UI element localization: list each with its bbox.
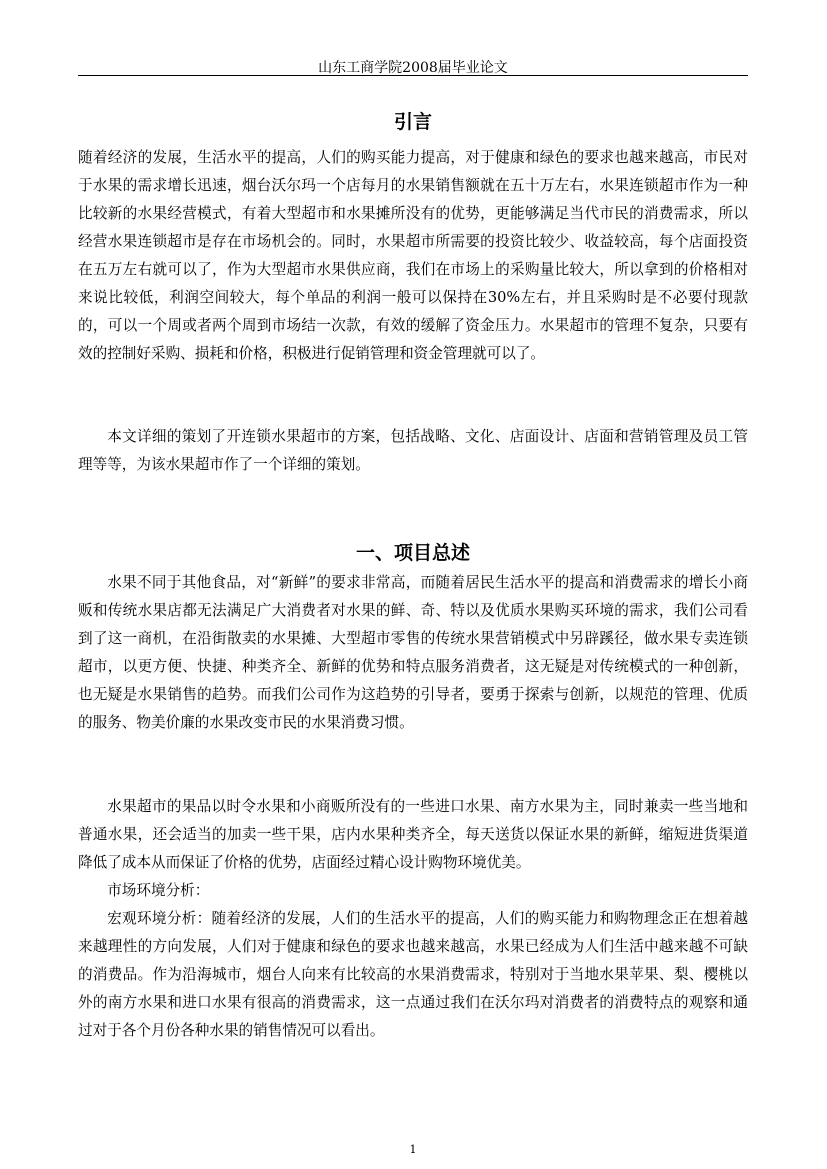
running-header: 山东工商学院2008届毕业论文 [318, 60, 508, 76]
intro-heading: 引言 [393, 111, 432, 133]
section-1-paragraph-2: 水果超市的果品以时令水果和小商贩所没有的一些进口水果、南方水果为主，同时兼卖一些当地和普通水果，还会适当的加卖一些干果，店内水果种类齐全，每天送货以保证水果的新鲜，缩短进货渠道降低了成本从而保证了价格的优势，店面经过精心设计购物环境优美。 [78, 798, 748, 871]
macro-analysis-paragraph: 宏观环境分析：随着经济的发展，人们的生活水平的提高，人们的购买能力和购物理念正在想着越来越理性的方向发展，人们对于健康和绿色的要求也越来越高，水果已经成为人们生活中越来越不可缺的消费品。作为沿海城市，烟台人向来有比较高的水果消费需求，特别对于当地水果苹果、梨、樱桃以外的南方水果和进口水果有很高的消费需求，这一点通过我们在沃尔玛对消费者的消费特点的观察和通过对于各个月份各种水果的销售情况可以看出。 [78, 910, 748, 1039]
section-1-heading: 一、项目总述 [355, 542, 470, 564]
intro-paragraph-2: 本文详细的策划了开连锁水果超市的方案，包括战略、文化、店面设计、店面和营销管理及员工管理等等，为该水果超市作了一个详细的策划。 [78, 428, 748, 473]
intro-paragraph-1: 随着经济的发展，生活水平的提高，人们的购买能力提高，对于健康和绿色的要求也越来越高，市民对于水果的需求增长迅速，烟台沃尔玛一个店每月的水果销售额就在五十万左右，水果连锁超市作为一种比较新的水果经营模式，有着大型超市和水果摊所没有的优势，更能够满足当代市民的消费需求，所以经营水果连锁超市是存在市场机会的。同时，水果超市所需要的投资比较少、收益较高，每个店面投资在五万左右就可以了，作为大型超市水果供应商，我们在市场上的采购量比较大，所以拿到的价格相对来说比较低，利润空间较大，每个单品的利润一般可以保持在30%左右，并且采购时是不必要付现款的，可以一个周或者两个周到市场结一次款，有效的缓解了资金压力。水果超市的管理不复杂，只要有效的控制好采购、损耗和价格，积极进行促销管理和资金管理就可以了。 [78, 149, 748, 362]
market-analysis-label: 市场环境分析： [107, 882, 210, 899]
section-1-paragraph-1: 水果不同于其他食品，对“新鲜”的要求非常高，而随着居民生活水平的提高和消费需求的增长小商贩和传统水果店都无法满足广大消费者对水果的鲜、奇、特以及优质水果购买环境的需求，我们公司看到了这一商机，在沿街散卖的水果摊、大型超市零售的传统水果营销模式中另辟蹊径，做水果专卖连锁超市，以更方便、快捷、种类齐全、新鲜的优势和特点服务消费者，这无疑是对传统模式的一种创新，也无疑是水果销售的趋势。而我们公司作为这趋势的引导者，要勇于探索与创新，以规范的管理、优质的服务、物美价廉的水果改变市民的水果消费习惯。 [78, 574, 748, 731]
page-number: 1 [409, 1143, 417, 1156]
header-rule [78, 75, 748, 76]
